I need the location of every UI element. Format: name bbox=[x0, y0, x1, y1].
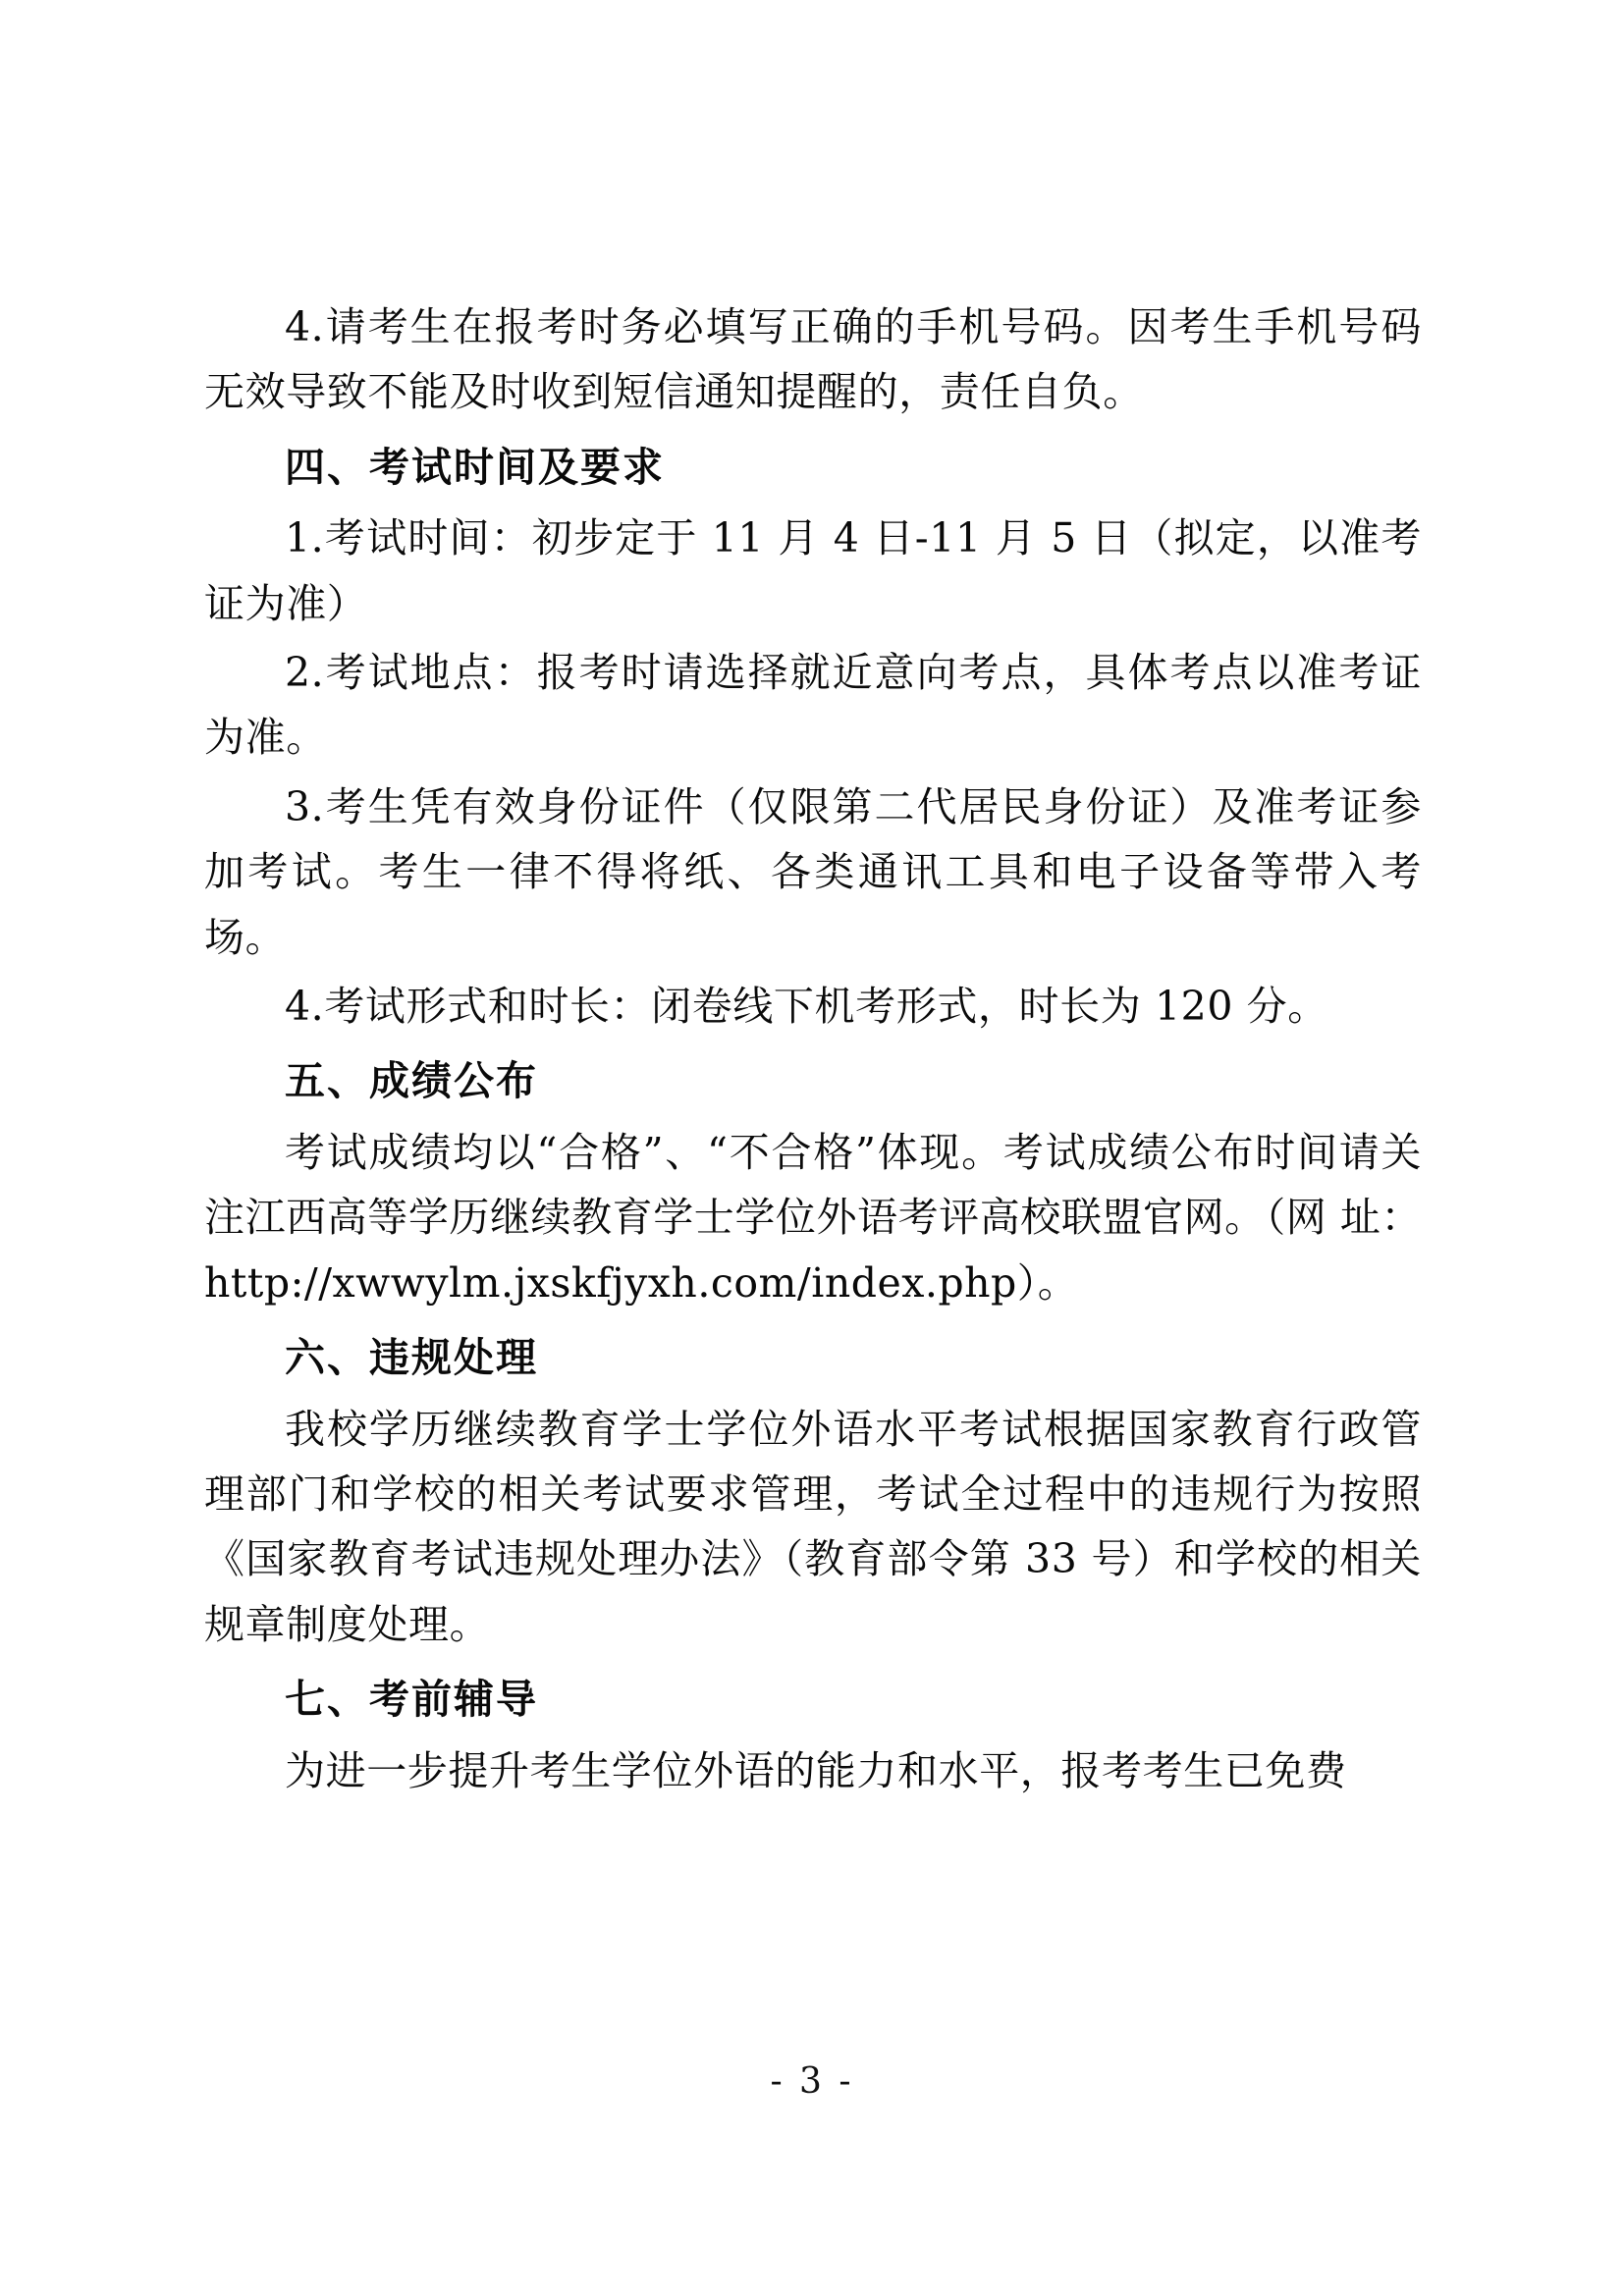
heading-exam-time-requirements: 四、考试时间及要求 bbox=[285, 443, 665, 491]
para-pre-exam-tutoring: 为进一步提升考生学位外语的能力和水平，报考考生已免费 bbox=[285, 1746, 1347, 1794]
para-phone-number-requirement: 4.请考生在报考时务必填写正确的手机号码。因考生手机号码无效导致不能及时收到短信通知提醒的，责任自负。 bbox=[204, 303, 1422, 416]
para-score-publication: 考试成绩均以“合格”、“不合格”体现。考试成绩公布时间请关注江西高等学历继续教育学士学位外语考评高校联盟官网。（网 址： http://xwwylm.jxskfjyxh.com/index.php）。 bbox=[204, 1128, 1422, 1307]
para-violation-handling: 我校学历继续教育学士学位外语水平考试根据国家教育行政管理部门和学校的相关考试要求管理，考试全过程中的违规行为按照《国家教育考试违规处理办法》（教育部令第 33 号）和学校的相关规章制度处理。 bbox=[204, 1405, 1422, 1648]
heading-pre-exam-tutoring: 七、考前辅导 bbox=[285, 1676, 538, 1724]
page-number-footer: - 3 - bbox=[770, 2061, 854, 2102]
heading-score-publication: 五、成绩公布 bbox=[285, 1057, 538, 1105]
para-exam-format-duration: 4.考试形式和时长：闭卷线下机考形式，时长为 120 分。 bbox=[285, 983, 1328, 1031]
para-exam-location: 2.考试地点：报考时请选择就近意向考点，具体考点以准考证为准。 bbox=[204, 649, 1422, 762]
para-exam-time: 1.考试时间：初步定于 11 月 4 日-11 月 5 日（拟定，以准考证为准） bbox=[204, 514, 1422, 627]
para-id-requirement: 3.考生凭有效身份证件（仅限第二代居民身份证）及准考证参加考试。考生一律不得将纸、各类通讯工具和电子设备等带入考场。 bbox=[204, 782, 1422, 961]
document-body bbox=[204, 294, 1422, 1807]
heading-violation-handling: 六、违规处理 bbox=[285, 1334, 538, 1382]
